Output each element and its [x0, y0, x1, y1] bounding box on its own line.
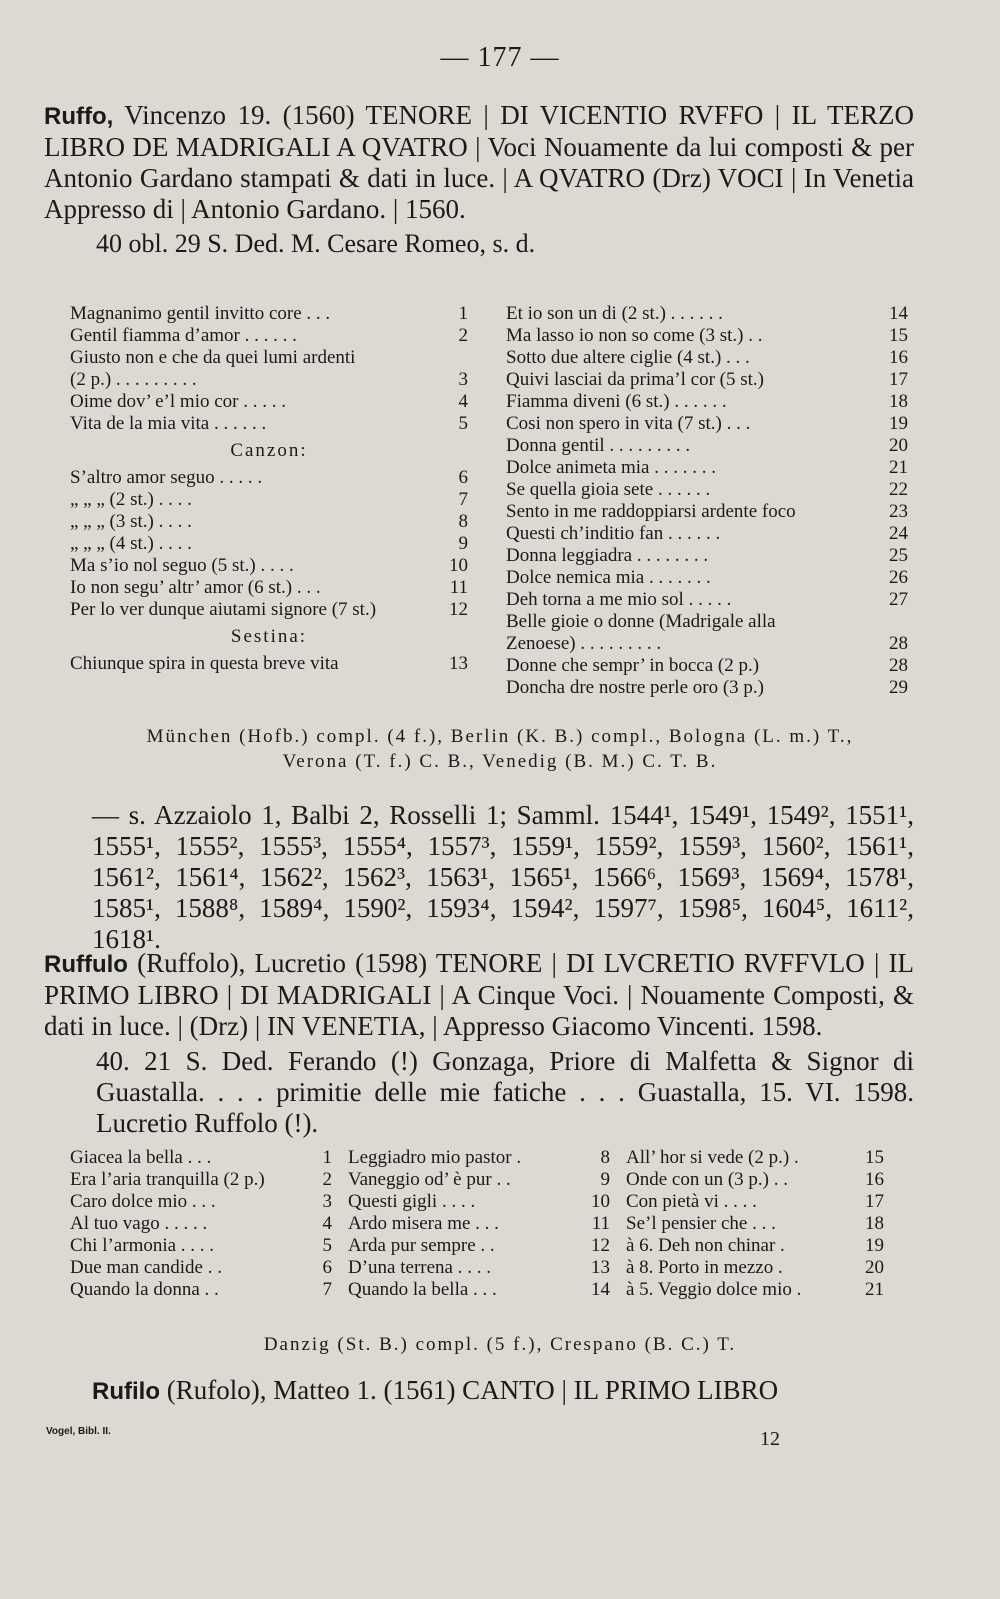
toc-number: 29 [889, 677, 908, 698]
toc-number: 10 [591, 1191, 610, 1212]
toc-row [70, 555, 468, 577]
entry-ruffulo [44, 948, 914, 1139]
toc-title: Oime dov’ e’l mio cor . . . . . [70, 391, 286, 412]
toc-row [70, 1235, 332, 1257]
toc-number: 4 [458, 391, 468, 412]
entry-ruffulo-format: 40. 21 S. Ded. Ferando (!) Gonzaga, Priore di Malfetta & Signor di Guastalla. . . . primitie delle mie fatiche . . . Guastalla, 15. VI. 1598. Lucretio Ruffolo (!). [96, 1046, 914, 1138]
toc-title: Arda pur sempre . . [348, 1235, 495, 1256]
ruffo-toc-left [70, 303, 468, 675]
entry-ruffo-name: Ruffo, [44, 103, 114, 130]
toc-title: Chi l’armonia . . . . [70, 1235, 215, 1256]
toc-row [70, 1257, 332, 1279]
toc-title: Se quella gioia sete . . . . . . [506, 479, 711, 500]
toc-title: Onde con un (3 p.) . . [626, 1169, 788, 1190]
toc-number: 6 [322, 1257, 332, 1278]
toc-number: 9 [600, 1169, 610, 1190]
toc-title: Deh torna a me mio sol . . . . . [506, 589, 732, 610]
entry-ruffulo-text [44, 948, 914, 1042]
toc-number: 15 [889, 325, 908, 346]
toc-row [70, 413, 468, 435]
ruffulo-toc-col2 [348, 1147, 610, 1301]
toc-title: Et io son un di (2 st.) . . . . . . [506, 303, 723, 324]
toc-row [348, 1213, 610, 1235]
toc-row [70, 347, 468, 369]
toc-row [70, 1147, 332, 1169]
toc-row [506, 347, 908, 369]
toc-number: 17 [889, 369, 908, 390]
toc-title: Giusto non e che da quei lumi ardenti [70, 347, 356, 368]
toc-row [70, 533, 468, 555]
toc-row [70, 325, 468, 347]
toc-number: 21 [865, 1279, 884, 1300]
footer-sheet-number: 12 [760, 1428, 780, 1450]
toc-number: 13 [449, 653, 468, 674]
toc-title: Ma s’io nol seguo (5 st.) . . . . [70, 555, 294, 576]
ruffulo-toc-col1 [70, 1147, 332, 1301]
toc-number: 26 [889, 567, 908, 588]
toc-title: Zenoese) . . . . . . . . . [506, 633, 662, 654]
toc-title: Dolce animeta mia . . . . . . . [506, 457, 716, 478]
ruffo-toc-right [506, 303, 908, 699]
toc-number: 18 [865, 1213, 884, 1234]
entry-rufilo-text [44, 1375, 914, 1407]
toc-title: All’ hor si vede (2 p.) . [626, 1147, 799, 1168]
toc-number: 5 [458, 413, 468, 434]
toc-row [506, 677, 908, 699]
entry-ruffo-format: 40 obl. 29 S. Ded. M. Cesare Romeo, s. d. [96, 229, 536, 258]
toc-row [626, 1169, 884, 1191]
footer-signature: Vogel, Bibl. II. [46, 1426, 111, 1437]
toc-title: Per lo ver dunque aiutami signore (7 st.) [70, 599, 377, 620]
toc-title: Quivi lasciai da prima’l cor (5 st.) [506, 369, 765, 390]
toc-row [506, 479, 908, 501]
toc-row [506, 369, 908, 391]
toc-row [348, 1191, 610, 1213]
ruffulo-libraries: Danzig (St. B.) compl. (5 f.), Crespano (B. C.) T. [263, 1334, 737, 1355]
entry-rufilo-body: (Rufolo), Matteo 1. (1561) CANTO | IL PRIMO LIBRO [159, 1375, 779, 1405]
toc-row [626, 1235, 884, 1257]
toc-row [70, 467, 468, 489]
toc-number: 16 [889, 347, 908, 368]
toc-title: Quando la donna . . [70, 1279, 219, 1300]
toc-title: Due man candide . . [70, 1257, 222, 1278]
toc-row [70, 511, 468, 533]
toc-number: 21 [889, 457, 908, 478]
toc-row [70, 653, 468, 675]
toc-number: 23 [889, 501, 908, 522]
toc-title: Caro dolce mio . . . [70, 1191, 216, 1212]
toc-title: Se’l pensier che . . . [626, 1213, 776, 1234]
toc-row [506, 325, 908, 347]
toc-row [506, 457, 908, 479]
toc-row [70, 1279, 332, 1301]
toc-title: Vaneggio od’ è pur . . [348, 1169, 511, 1190]
entry-ruffulo-name: Ruffulo [44, 951, 128, 978]
toc-title: à 6. Deh non chinar . [626, 1235, 785, 1256]
entry-ruffo [44, 100, 914, 259]
toc-number: 10 [449, 555, 468, 576]
toc-row [70, 577, 468, 599]
toc-row [626, 1257, 884, 1279]
toc-number: 9 [458, 533, 468, 554]
toc-title: Questi gigli . . . . [348, 1191, 476, 1212]
toc-number: 20 [889, 435, 908, 456]
toc-row [506, 435, 908, 457]
toc-number: 24 [889, 523, 908, 544]
entry-ruffo-text [44, 100, 914, 225]
toc-row [70, 391, 468, 413]
toc-title: Cosi non spero in vita (7 st.) . . . [506, 413, 751, 434]
toc-title: D’una terrena . . . . [348, 1257, 491, 1278]
toc-number: 22 [889, 479, 908, 500]
toc-row [506, 589, 908, 611]
toc-row [506, 545, 908, 567]
toc-title: Magnanimo gentil invitto core . . . [70, 303, 331, 324]
toc-title: Donna leggiadra . . . . . . . . [506, 545, 709, 566]
toc-number: 1 [458, 303, 468, 324]
toc-title: Ardo misera me . . . [348, 1213, 499, 1234]
toc-row [506, 523, 908, 545]
entry-ruffulo-body: (Ruffolo), Lucretio (1598) TENORE | DI LVCRETIO RVFFVLO | IL PRIMO LIBRO | DI MADRIGALI | A Cinque Voci. | Nouamente Composti, & dati in luce. | (Drz) | IN VENETIA, | Appresso Giacomo Vincenti. 1598. [44, 948, 914, 1041]
toc-title: Giacea la bella . . . [70, 1147, 212, 1168]
toc-row [70, 599, 468, 621]
toc-number: 20 [865, 1257, 884, 1278]
toc-number: 11 [449, 577, 468, 598]
toc-row [348, 1279, 610, 1301]
page-number: — 177 — [440, 42, 560, 73]
toc-number: 17 [865, 1191, 884, 1212]
toc-number: 16 [865, 1169, 884, 1190]
toc-number: 7 [322, 1279, 332, 1300]
toc-title: Io non segu’ altr’ amor (6 st.) . . . [70, 577, 321, 598]
toc-number: 3 [458, 369, 468, 390]
toc-title: S’altro amor seguo . . . . . [70, 467, 263, 488]
toc-title: Ma lasso io non so come (3 st.) . . [506, 325, 763, 346]
toc-row [348, 1169, 610, 1191]
toc-number: 1 [322, 1147, 332, 1168]
section-label-sestina: Sestina: [230, 626, 308, 647]
toc-number: 12 [591, 1235, 610, 1256]
toc-number: 7 [458, 489, 468, 510]
toc-number: 14 [591, 1279, 610, 1300]
toc-title: Con pietà vi . . . . [626, 1191, 757, 1212]
ruffo-libraries-1: München (Hofb.) compl. (4 f.), Berlin (K. B.) compl., Bologna (L. m.) T., [146, 726, 854, 747]
toc-row [70, 1213, 332, 1235]
toc-row [506, 501, 908, 523]
toc-title: Donne che sempr’ in bocca (2 p.) [506, 655, 760, 676]
toc-number: 8 [600, 1147, 610, 1168]
toc-number: 4 [322, 1213, 332, 1234]
toc-number: 2 [458, 325, 468, 346]
toc-title: Sento in me raddoppiarsi ardente foco [506, 501, 796, 522]
toc-row [348, 1147, 610, 1169]
toc-row [348, 1257, 610, 1279]
toc-title: Belle gioie o donne (Madrigale alla [506, 611, 776, 632]
toc-title: Vita de la mia vita . . . . . . [70, 413, 267, 434]
toc-number: 19 [889, 413, 908, 434]
toc-title: Leggiadro mio pastor . [348, 1147, 522, 1168]
toc-title: (2 p.) . . . . . . . . . [70, 369, 197, 390]
toc-number: 5 [322, 1235, 332, 1256]
toc-row [70, 1169, 332, 1191]
section-label-canzon: Canzon: [230, 440, 308, 461]
toc-row [506, 655, 908, 677]
toc-title: Doncha dre nostre perle oro (3 p.) [506, 677, 764, 698]
toc-title: Fiamma diveni (6 st.) . . . . . . [506, 391, 727, 412]
toc-row [506, 391, 908, 413]
entry-rufilo-name: Rufilo [92, 1378, 160, 1405]
toc-row [506, 567, 908, 589]
toc-number: 28 [889, 655, 908, 676]
toc-title: Era l’aria tranquilla (2 p.) [70, 1169, 265, 1190]
toc-title: Al tuo vago . . . . . [70, 1213, 208, 1234]
toc-number: 19 [865, 1235, 884, 1256]
toc-title: „ „ „ (3 st.) . . . . [70, 511, 192, 532]
toc-number: 6 [458, 467, 468, 488]
ruffo-references [44, 800, 914, 955]
toc-row [506, 611, 908, 633]
toc-title: „ „ „ (4 st.) . . . . [70, 533, 192, 554]
toc-number: 2 [322, 1169, 332, 1190]
toc-title: Dolce nemica mia . . . . . . . [506, 567, 711, 588]
toc-row [626, 1147, 884, 1169]
toc-number: 13 [591, 1257, 610, 1278]
toc-number: 8 [458, 511, 468, 532]
toc-number: 14 [889, 303, 908, 324]
toc-row [70, 369, 468, 391]
toc-title: à 5. Veggio dolce mio . [626, 1279, 802, 1300]
toc-row [506, 633, 908, 655]
toc-number: 27 [889, 589, 908, 610]
toc-number: 11 [591, 1213, 610, 1234]
toc-title: Donna gentil . . . . . . . . . [506, 435, 691, 456]
toc-row [506, 303, 908, 325]
toc-title: à 8. Porto in mezzo . [626, 1257, 783, 1278]
toc-row [626, 1191, 884, 1213]
toc-title: Sotto due altere ciglie (4 st.) . . . [506, 347, 750, 368]
toc-row [506, 413, 908, 435]
toc-number: 25 [889, 545, 908, 566]
ruffulo-toc-col3 [626, 1147, 884, 1301]
toc-title: Gentil fiamma d’amor . . . . . . [70, 325, 297, 346]
toc-number: 15 [865, 1147, 884, 1168]
toc-row [70, 1191, 332, 1213]
toc-number: 12 [449, 599, 468, 620]
entry-rufilo [44, 1375, 914, 1407]
toc-title: Quando la bella . . . [348, 1279, 497, 1300]
toc-title: Questi ch’inditio fan . . . . . . [506, 523, 721, 544]
entry-ruffo-body: Vincenzo 19. (1560) TENORE | DI VICENTIO RVFFO | IL TERZO LIBRO DE MADRIGALI A QVATRO | Voci Nouamente da lui composti & per Antonio Gardano stampati & dati in luce. | A QVATRO (Drz) VOCI | In Venetia Appresso di | Antonio Gardano. | 1560. [44, 100, 914, 224]
toc-title: „ „ „ (2 st.) . . . . [70, 489, 192, 510]
toc-number: 3 [322, 1191, 332, 1212]
toc-number: 28 [889, 633, 908, 654]
toc-row [626, 1279, 884, 1301]
toc-row [626, 1213, 884, 1235]
toc-row [70, 303, 468, 325]
toc-title: Chiunque spira in questa breve vita [70, 653, 339, 674]
toc-number: 18 [889, 391, 908, 412]
toc-row [348, 1235, 610, 1257]
ruffo-libraries-2: Verona (T. f.) C. B., Venedig (B. M.) C. T. B. [282, 751, 718, 772]
toc-row [70, 489, 468, 511]
ruffo-references-text: — s. Azzaiolo 1, Balbi 2, Rosselli 1; Samml. 1544¹, 1549¹, 1549², 1551¹, 1555¹, 1555², 1555³, 1555⁴, 1557³, 1559¹, 1559², 1559³, 1560², 1561¹, 1561², 1561⁴, 1562², 1562³, 1563¹, 1565¹, 1566⁶, 1569³, 1569⁴, 1578¹, 1585¹, 1588⁸, 1589⁴, 1590², 1593⁴, 1594², 1597⁷, 1598⁵, 1604⁵, 1611², 1618¹. [92, 800, 914, 954]
